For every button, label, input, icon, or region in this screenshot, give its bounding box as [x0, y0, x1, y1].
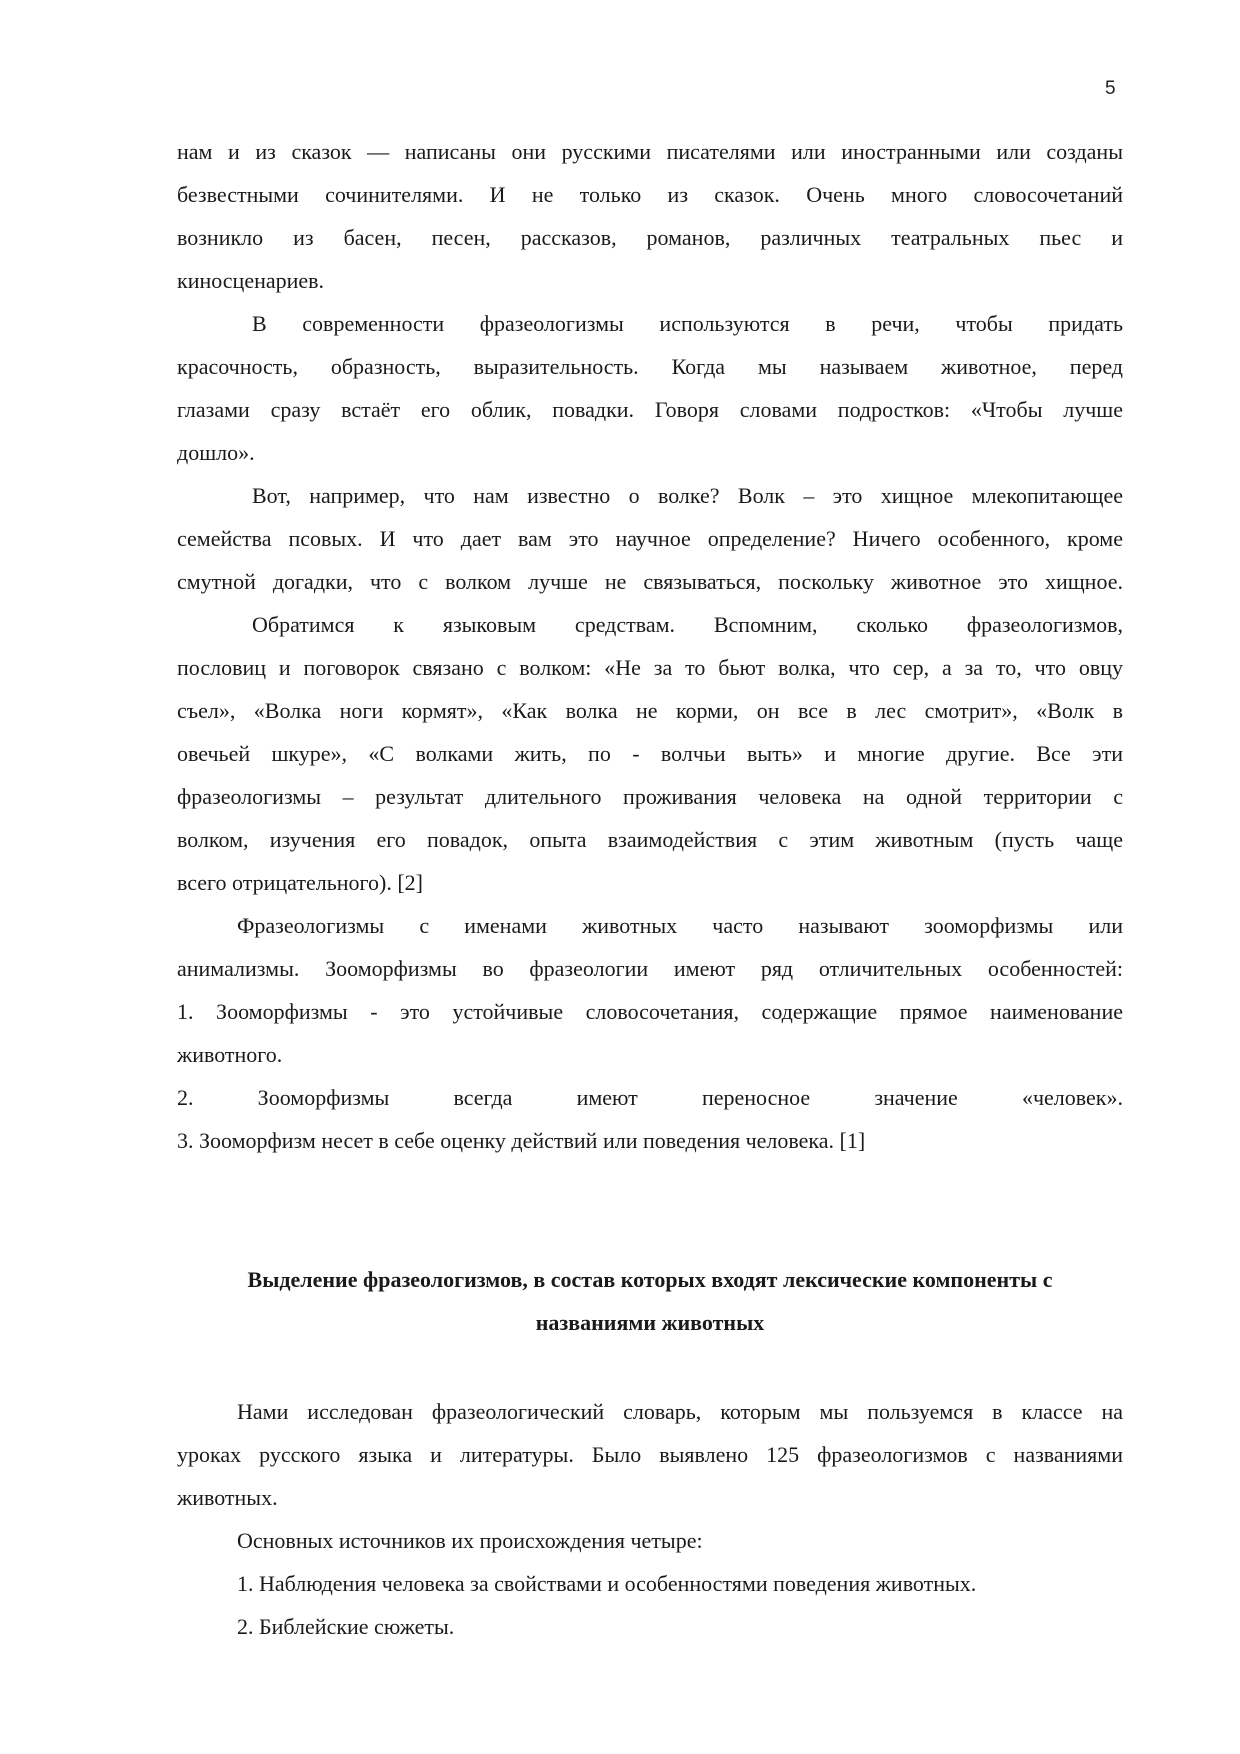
paragraph-line: дошло». — [177, 440, 255, 465]
paragraph-line: смутной догадки, что с волком лучше не связываться, поскольку животное это хищное. — [177, 569, 1123, 594]
paragraph-line: безвестными сочинителями. И не только из сказок. Очень много словосочетаний — [177, 182, 1123, 207]
paragraph-line: Фразеологизмы с именами животных часто называют зооморфизмы или — [237, 913, 1123, 938]
list-item-1: 1. Наблюдения человека за свойствами и особенностями поведения животных. — [237, 1571, 977, 1596]
paragraph-line: животных. — [177, 1485, 278, 1510]
paragraph-line: всего отрицательного). [2] — [177, 870, 423, 895]
list-item-2: 2. Библейские сюжеты. — [237, 1614, 455, 1639]
body-text-section-1 — [177, 130, 1123, 1162]
paragraph-line: Нами исследован фразеологический словарь, которым мы пользуемся в классе на — [237, 1399, 1123, 1424]
paragraph-line: съел», «Волка ноги кормят», «Как волка не корми, он все в лес смотрит», «Волк в — [177, 698, 1123, 723]
paragraph-line: возникло из басен, песен, рассказов, романов, различных театральных пьес и — [177, 225, 1123, 250]
paragraph-line: Вот, например, что нам известно о волке? Волк – это хищное млекопитающее — [252, 483, 1123, 508]
paragraph-line: В современности фразеологизмы используются в речи, чтобы придать — [252, 311, 1123, 336]
paragraph-line: Обратимся к языковым средствам. Вспомним, сколько фразеологизмов, — [252, 612, 1123, 637]
paragraph-line: пословиц и поговорок связано с волком: «Не за то бьют волка, что сер, а за то, что овцу — [177, 655, 1123, 680]
paragraph-line: нам и из сказок — написаны они русскими писателями или иностранными или созданы — [177, 139, 1123, 164]
list-item-1: 1. Зооморфизмы - это устойчивые словосочетания, содержащие прямое наименование — [177, 999, 1123, 1024]
list-item-2: 2. Зооморфизмы всегда имеют переносное значение «человек». — [177, 1085, 1123, 1110]
list-item-3: 3. Зооморфизм несет в себе оценку действий или поведения человека. [1] — [177, 1128, 866, 1153]
paragraph-line: анимализмы. Зооморфизмы во фразеологии имеют ряд отличительных особенностей: — [177, 956, 1123, 981]
list-item-1-continuation: животного. — [177, 1042, 283, 1067]
paragraph-line: семейства псовых. И что дает вам это научное определение? Ничего особенного, кроме — [177, 526, 1123, 551]
paragraph-line: уроках русского языка и литературы. Было выявлено 125 фразеологизмов с названиями — [177, 1442, 1123, 1467]
paragraph-line: киносценариев. — [177, 268, 325, 293]
section-heading-line-2: названиями животных — [535, 1310, 765, 1335]
paragraph-line: глазами сразу встаёт его облик, повадки. Говоря словами подростков: «Чтобы лучше — [177, 397, 1123, 422]
body-text-section-2 — [177, 1390, 1123, 1648]
section-heading — [177, 1258, 1123, 1344]
paragraph-line: фразеологизмы – результат длительного проживания человека на одной территории с — [177, 784, 1123, 809]
page-number: 5 — [1105, 78, 1116, 99]
paragraph-line: красочность, образность, выразительность. Когда мы называем животное, перед — [177, 354, 1123, 379]
paragraph-line: волком, изучения его повадок, опыта взаимодействия с этим животным (пусть чаще — [177, 827, 1123, 852]
paragraph-line: Основных источников их происхождения четыре: — [237, 1528, 703, 1553]
paragraph-line: овечьей шкуре», «С волками жить, по - волчьи выть» и многие другие. Все эти — [177, 741, 1123, 766]
section-heading-line-1: Выделение фразеологизмов, в состав которых входят лексические компоненты с — [247, 1267, 1053, 1292]
